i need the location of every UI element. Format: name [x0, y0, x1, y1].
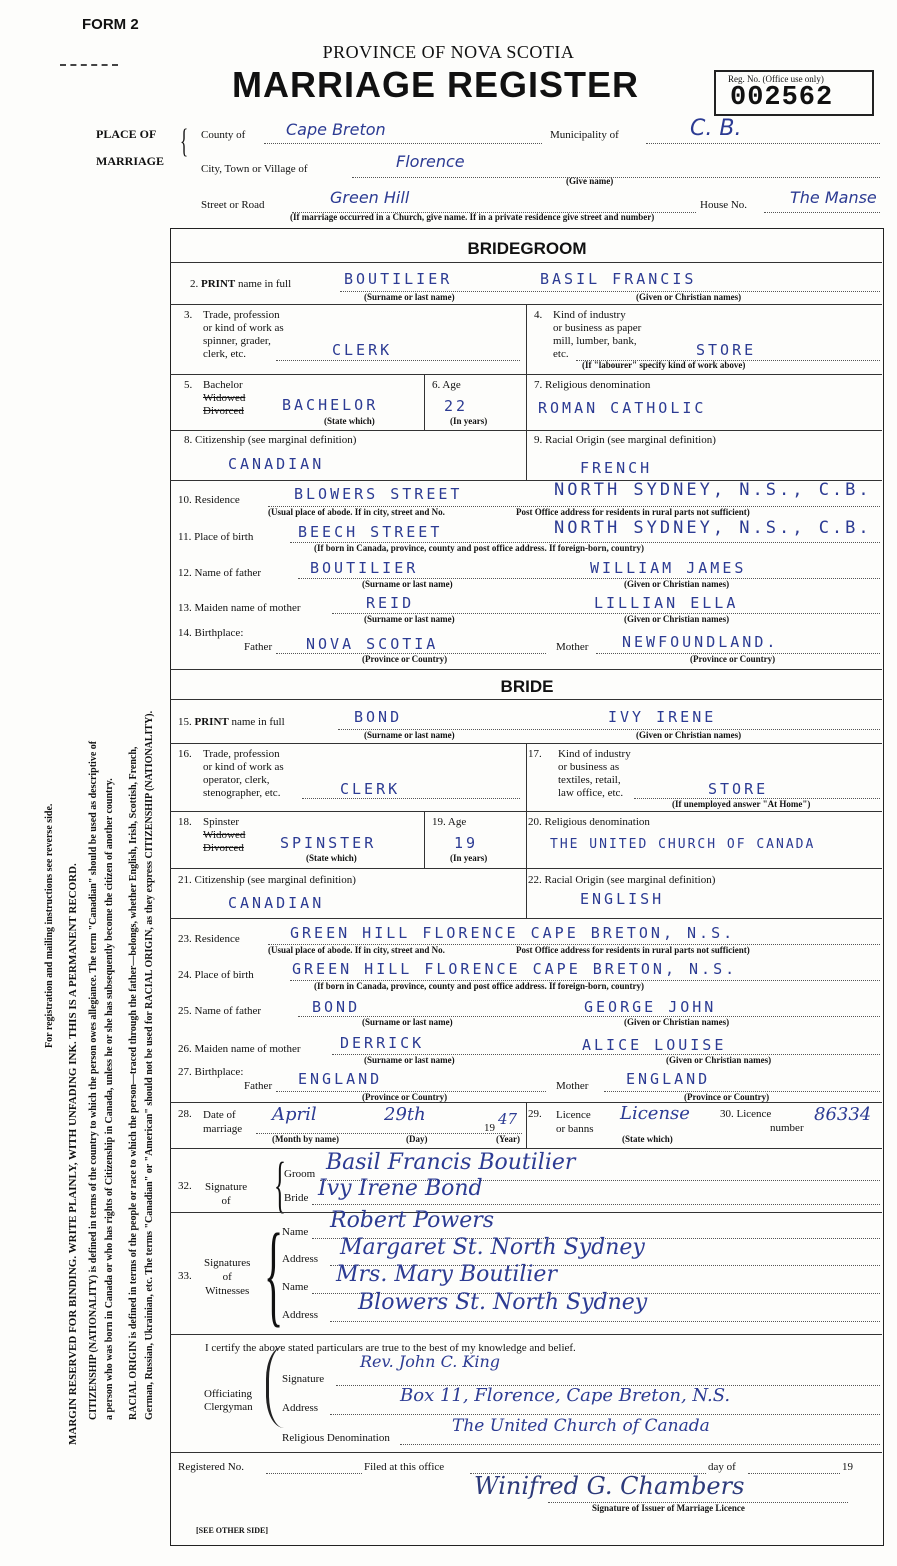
bride-age: 19 — [454, 834, 479, 852]
issuer-signature: Winifred G. Chambers — [474, 1472, 745, 1500]
see-other-side: [SEE OTHER SIDE] — [196, 1526, 269, 1535]
groom-racial: FRENCH — [580, 459, 653, 477]
city-label: City, Town or Village of — [201, 163, 308, 175]
clergy-signature: Rev. John C. King — [360, 1352, 501, 1371]
bride-residence: GREEN HILL FLORENCE CAPE BRETON, N.S. — [290, 924, 736, 942]
margin-binding: MARGIN RESERVED FOR BINDING. WRITE PLAINLY, WITH UNFADING INK. THIS IS A PERMANENT RECORD. — [67, 863, 79, 1445]
groom-bride-brace: { — [274, 1151, 286, 1219]
groom-father-given: WILLIAM JAMES — [590, 559, 747, 577]
groom-mother-surname: REID — [366, 594, 415, 612]
clergy-address: Box 11, Florence, Cape Breton, N.S. — [400, 1385, 731, 1406]
witness-brace: { — [264, 1210, 284, 1337]
bride-mother-surname: DERRICK — [340, 1034, 425, 1052]
bride-heading: BRIDE — [500, 677, 554, 696]
page-title: MARRIAGE REGISTER — [232, 64, 640, 105]
house-value: The Manse — [790, 188, 877, 207]
groom-father-birthplace: NOVA SCOTIA — [306, 635, 439, 653]
bride-birthplace: GREEN HILL FLORENCE CAPE BRETON, N.S. — [292, 960, 738, 978]
bride-father-birthplace: ENGLAND — [298, 1070, 383, 1088]
groom-mother-birthplace: NEWFOUNDLAND. — [622, 633, 779, 651]
county-value: Cape Breton — [286, 120, 386, 139]
groom-age: 22 — [444, 397, 469, 415]
groom-birthplace-2: NORTH SYDNEY, N.S., C.B. — [554, 518, 872, 538]
witness-2-name: Mrs. Mary Boutilier — [336, 1262, 557, 1287]
province-heading: PROVINCE OF NOVA SCOTIA — [322, 42, 575, 62]
marriage-day: 29th — [384, 1104, 426, 1125]
groom-industry: STORE — [696, 341, 757, 359]
bride-industry: STORE — [708, 780, 769, 798]
groom-given: BASIL FRANCIS — [540, 270, 697, 288]
bride-surname: BOND — [354, 708, 403, 726]
street-value: Green Hill — [330, 188, 410, 207]
reg-number-label: Reg. No. (Office use only) — [728, 74, 824, 84]
bride-religion: THE UNITED CHURCH OF CANADA — [550, 837, 816, 852]
margin-citizenship-1: CITIZENSHIP (NATIONALITY) is defined in terms of the country to which the person owes allegiance. The term "Canadian" should be used as descriptive of — [88, 740, 99, 1420]
groom-birthplace-1: BEECH STREET — [298, 523, 443, 541]
groom-residence-2: NORTH SYDNEY, N.S., C.B. — [554, 480, 872, 500]
place-label-1: PLACE OF — [96, 127, 157, 141]
groom-father-surname: BOUTILIER — [310, 559, 419, 577]
groom-surname: BOUTILIER — [344, 270, 453, 288]
groom-status: BACHELOR — [282, 396, 379, 414]
certify-statement: I certify the above stated particulars are true to the best of my knowledge and belief. — [205, 1342, 576, 1354]
binding-mark — [60, 64, 118, 66]
bridegroom-heading: BRIDEGROOM — [467, 239, 587, 258]
municipality-value: C. B. — [690, 116, 742, 141]
bride-given: IVY IRENE — [608, 708, 717, 726]
give-name-caption: (Give name) — [566, 176, 614, 186]
marriage-month: April — [272, 1104, 317, 1125]
marriage-year: 47 — [498, 1110, 518, 1128]
bride-racial: ENGLISH — [580, 890, 665, 908]
witness-2-address: Blowers St. North Sydney — [358, 1290, 648, 1315]
groom-mother-given: LILLIAN ELLA — [594, 594, 739, 612]
bride-father-surname: BOND — [312, 998, 361, 1016]
reg-number-box — [714, 70, 874, 116]
licence-or-banns: License — [620, 1103, 690, 1124]
clergy-seal-mark — [266, 1346, 311, 1428]
bride-citizenship: CANADIAN — [228, 894, 325, 912]
margin-racial-1: RACIAL ORIGIN is defined in terms of the people or race to which the person—traced through the father—belongs, whether English, Irish, Scottish, French, — [128, 746, 139, 1420]
place-label-2: MARRIAGE — [96, 154, 164, 168]
city-value: Florence — [396, 152, 465, 171]
clergy-denomination: The United Church of Canada — [452, 1416, 710, 1436]
reg-number: 002562 — [730, 83, 834, 113]
margin-instructions: For registration and mailing instructions see reverse side. — [44, 803, 55, 1048]
groom-residence-1: BLOWERS STREET — [294, 485, 463, 503]
margin-racial-2: German, Russian, Ukrainian, etc. The terms "Canadian" or "American" should not be used for RACIAL ORIGIN, as they express CITIZENSHIP (NATIONALITY). — [144, 710, 155, 1420]
bride-mother-birthplace: ENGLAND — [626, 1070, 711, 1088]
bride-mother-given: ALICE LOUISE — [582, 1036, 727, 1054]
witness-1-address: Margaret St. North Sydney — [340, 1235, 645, 1260]
groom-trade-label: Trade, profession or kind of work as spinner, grader, clerk, etc. — [203, 309, 284, 360]
groom-religion: ROMAN CATHOLIC — [538, 399, 707, 417]
house-label: House No. — [700, 199, 748, 211]
county-label: County of — [201, 129, 246, 141]
bride-trade: CLERK — [340, 780, 401, 798]
licence-number: 86334 — [814, 1104, 872, 1125]
place-brace: { — [180, 123, 189, 160]
municipality-label: Municipality of — [550, 129, 619, 141]
groom-signature: Basil Francis Boutilier — [326, 1150, 576, 1175]
groom-citizenship: CANADIAN — [228, 455, 325, 473]
bride-status: SPINSTER — [280, 834, 377, 852]
bride-father-given: GEORGE JOHN — [584, 998, 717, 1016]
street-note: (If marriage occurred in a Church, give name. If in a private residence give street and number) — [290, 212, 655, 222]
margin-citizenship-2: a person who was born in Canada or who has rights of Citizenship in Canada, unless he or she has subsequently become the citizen of another country. — [104, 778, 115, 1420]
witness-1-name: Robert Powers — [330, 1208, 495, 1233]
street-label: Street or Road — [201, 199, 265, 211]
bride-signature: Ivy Irene Bond — [318, 1176, 483, 1201]
groom-trade: CLERK — [332, 341, 393, 359]
form-id: FORM 2 — [82, 16, 139, 33]
